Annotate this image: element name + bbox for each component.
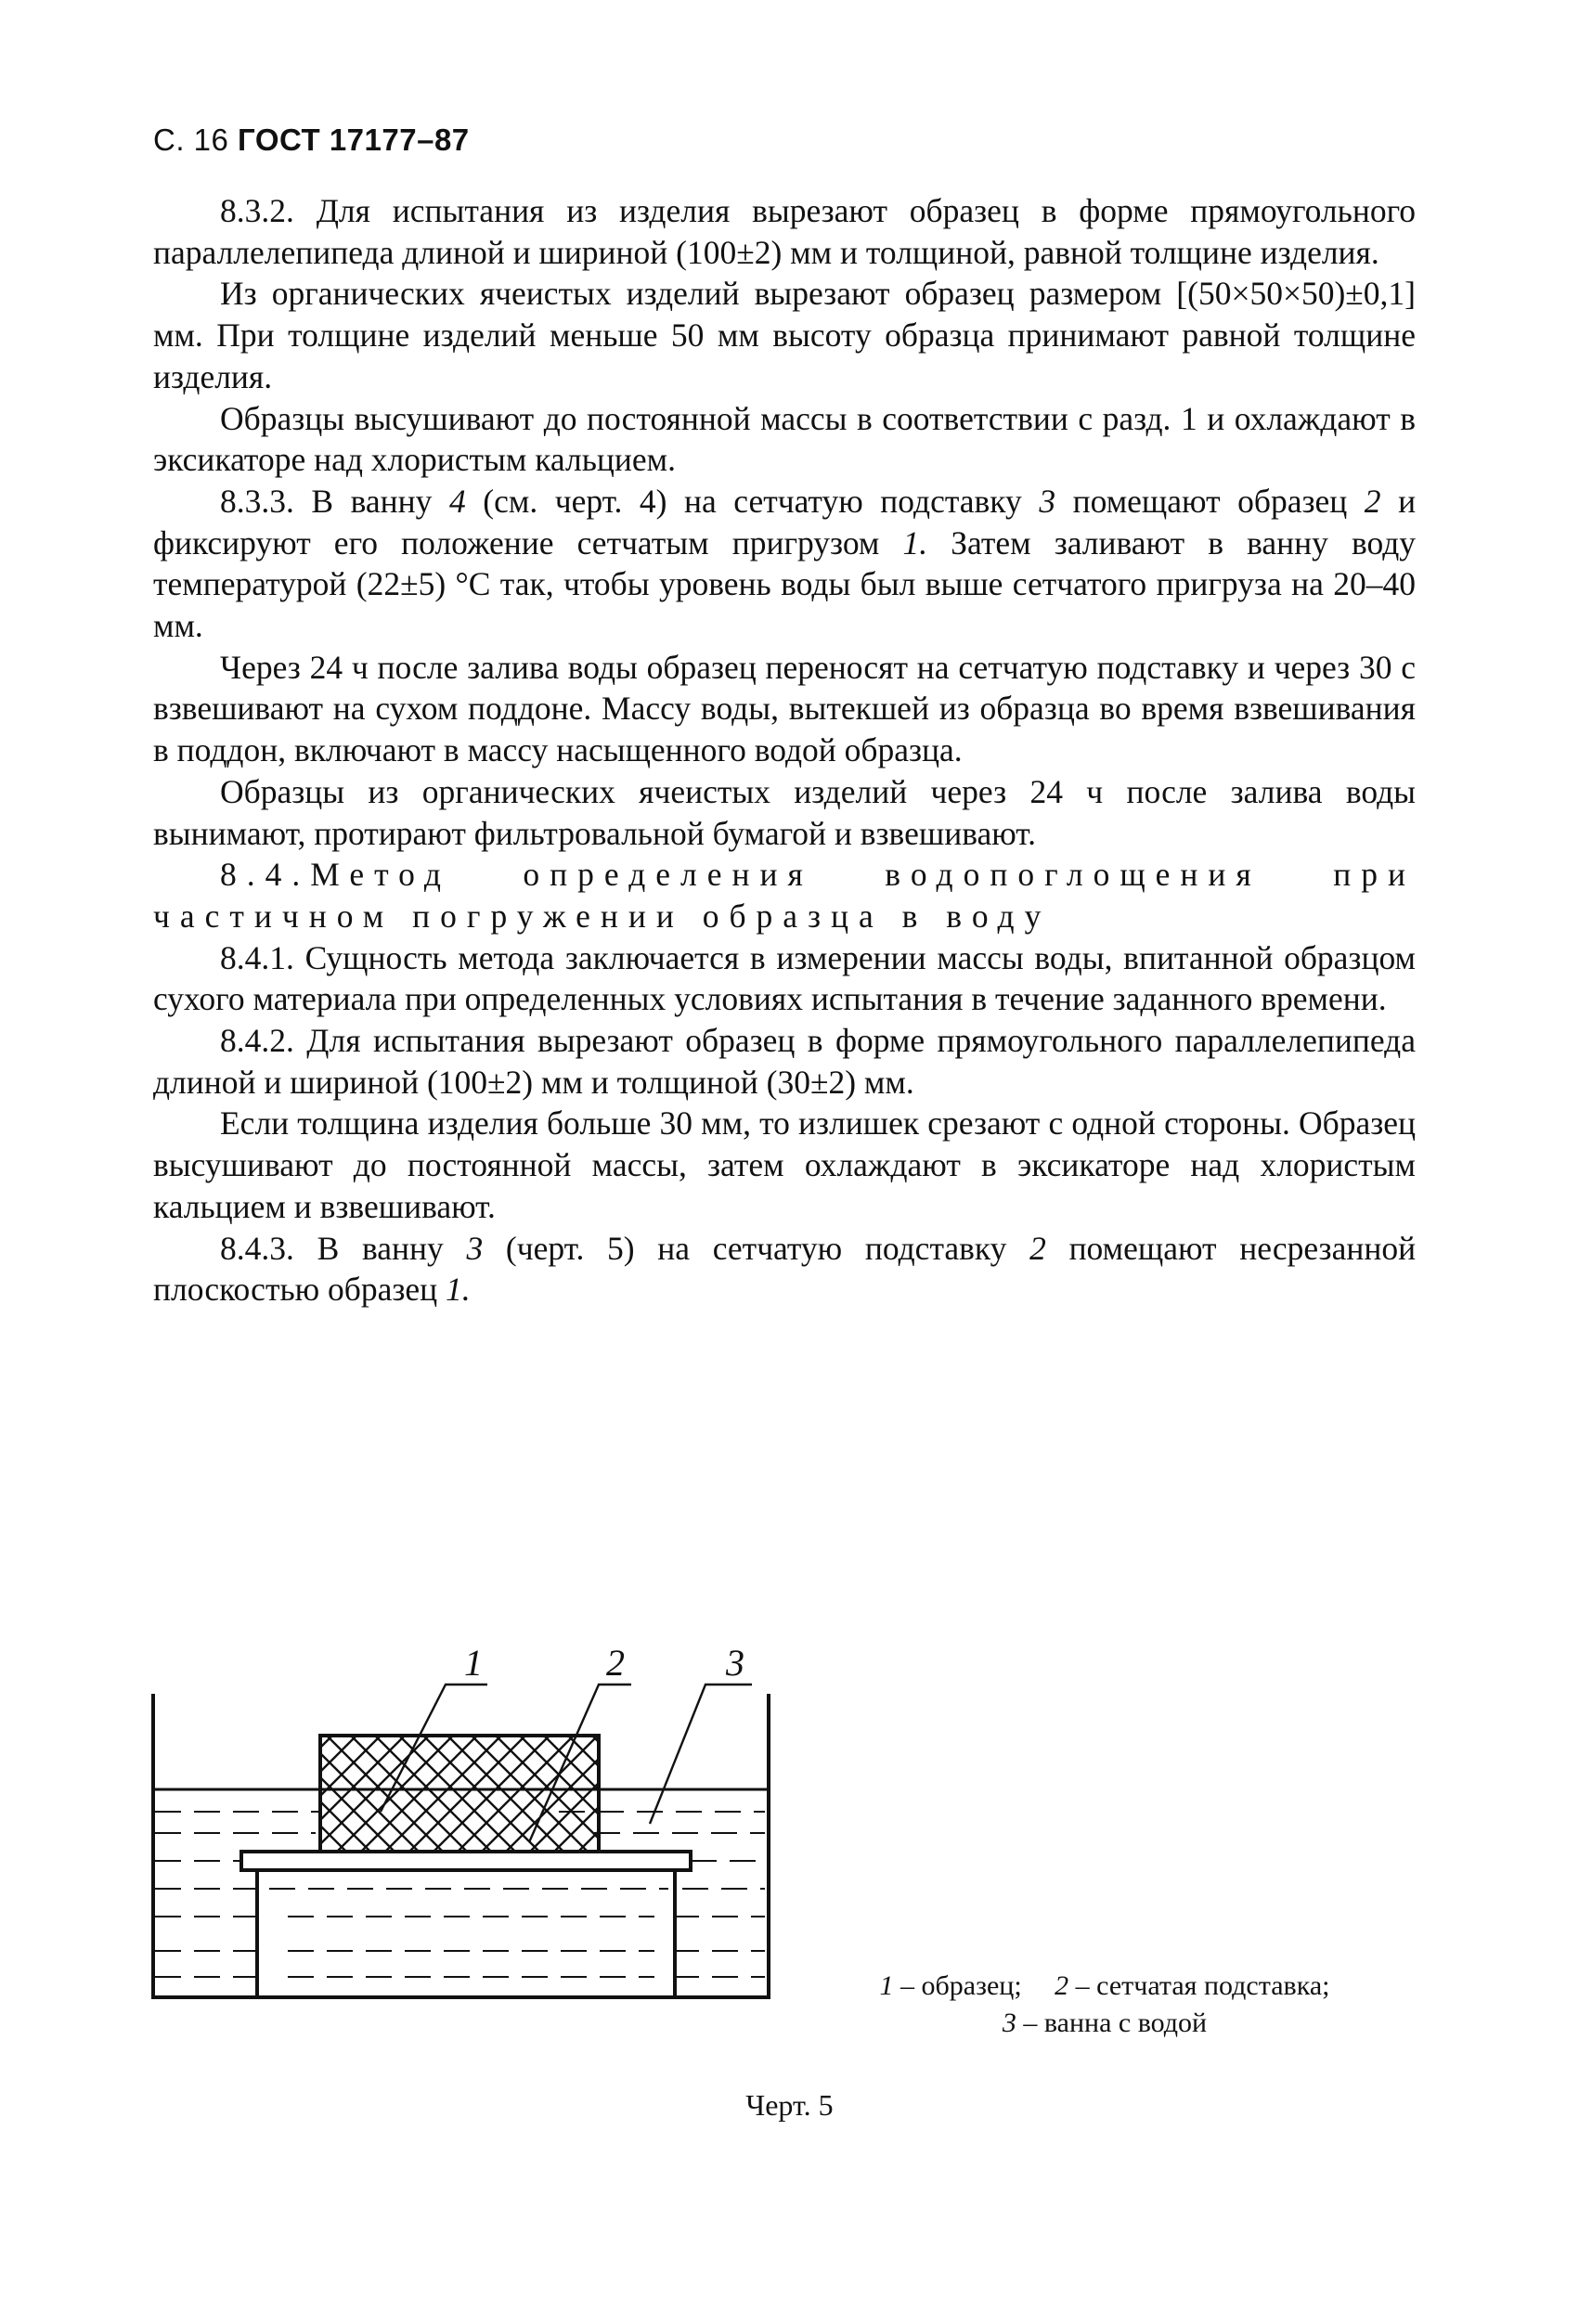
paragraph-text: помещают образец — [1072, 482, 1348, 520]
paragraph-text: (см. черт. 4) на сетчатую подставку — [483, 482, 1022, 520]
paragraph-text: Для испытания из изделия вырезают образец в форме прямоугольного параллелепипеда длиной и шириной (100±2) мм и толщиной, равной толщине изделия. — [153, 192, 1417, 271]
paragraph-8-4-2 — [153, 1020, 1416, 1103]
paragraph-text: Для испытания вырезают образец в форме прямоугольного параллелепипеда длиной и шириной (100±2) мм и толщиной (30±2) мм. — [153, 1022, 1416, 1101]
paragraph-8-3-3 — [153, 481, 1416, 647]
specimen — [320, 1736, 599, 1852]
figure-reference: 1. — [902, 523, 928, 562]
paragraph-8-4-3 — [153, 1228, 1416, 1310]
legend-num: 1 — [879, 1970, 894, 2001]
paragraph-text: В ванну — [311, 482, 433, 520]
page-number: С. 16 — [153, 123, 229, 157]
label-2: 2 — [606, 1642, 625, 1684]
clause-number: 8.4.3. — [220, 1229, 294, 1267]
legend-line-1 — [798, 1968, 1411, 2005]
paragraph-text: Образцы из органических ячеистых изделий через 24 ч после залива воды вынимают, протирают фильтровальной бумагой и взвешивают. — [153, 772, 1416, 852]
clause-number: 8.3.2. — [220, 192, 294, 229]
figure-reference: 2 — [1364, 482, 1381, 520]
paragraph-text: (черт. 5) на сетчатую подставку — [505, 1229, 1007, 1267]
figure-reference: 3 — [1039, 482, 1056, 520]
paragraph-text: Если толщина изделия больше 30 мм, то излишек срезают с одной стороны. Образец высушивают до постоянной массы, затем охлаждают в эксикаторе над хлористым кальцием и взвешивают. — [153, 1104, 1416, 1225]
legend-num: 2 — [1055, 1970, 1069, 2001]
paragraph-text: Через 24 ч после залива воды образец переносят на сетчатую подставку и через 30 с взвешивают на сухом поддоне. Массу воды, вытекшей из образца во время взвешивания в поддон, включают в массу насыщенного водой образца. — [153, 648, 1416, 769]
page-header — [153, 123, 470, 158]
clause-number: 8.4. — [220, 856, 311, 894]
legend-text: – образец; — [900, 1970, 1022, 2001]
legend-text: – сетчатая подставка; — [1075, 1970, 1330, 2001]
paragraph-text: Затем заливают в ванну воду температурой (22±5) °С так, чтобы уровень воды был выше сетчатого пригруза на 20–40 мм. — [153, 523, 1417, 645]
clause-number: 8.4.1. — [220, 938, 294, 976]
paragraph-text: Образцы высушивают до постоянной массы в соответствии с разд. 1 и охлаждают в эксикаторе над хлористым кальцием. — [153, 399, 1416, 479]
paragraph-text: помещают несрезанной плоскостью образец — [153, 1229, 1417, 1309]
document-body — [153, 190, 1416, 1310]
label-3: 3 — [726, 1642, 744, 1684]
label-1: 1 — [464, 1642, 483, 1684]
clause-number: 8.3.3. — [220, 482, 294, 520]
legend-line-2 — [798, 2005, 1411, 2042]
legend-text: – ванна с водой — [1023, 2008, 1208, 2038]
paragraph-text: и фиксируют его положение сетчатым пригрузом — [153, 482, 1417, 562]
paragraph-text: Из органических ячеистых изделий вырезают образец размером [(50×50×50)±0,1] мм. При толщине изделий меньше 50 мм высоту образца принимают равной толщине изделия. — [153, 275, 1416, 395]
method-heading-8-4 — [153, 854, 1416, 936]
paragraph-organic-sample-size — [153, 273, 1416, 397]
paragraph-text: В ванну — [317, 1229, 444, 1267]
figure-reference: 2 — [1029, 1229, 1046, 1267]
paragraph-weighing — [153, 647, 1416, 771]
clause-number: 8.4.2. — [220, 1022, 294, 1060]
figure-5-diagram — [149, 1606, 798, 2023]
figure-caption: Черт. 5 — [745, 2088, 834, 2122]
figure-legend — [798, 1968, 1411, 2042]
paragraph-text: Сущность метода заключается в измерении массы воды, впитанной образцом сухого материала при определенных условиях испытания в течение заданного времени. — [153, 938, 1416, 1018]
method-title: Метод определения водопоглощения при частичном погружении образца в воду — [153, 856, 1416, 935]
paragraph-thickness-cut — [153, 1103, 1416, 1227]
figure-reference: 1. — [446, 1271, 471, 1309]
mesh-stand-plate — [241, 1852, 691, 1870]
figure-labels — [464, 1642, 744, 1684]
paragraph-drying — [153, 398, 1416, 481]
legend-num: 3 — [1002, 2008, 1016, 2038]
paragraph-8-4-1 — [153, 937, 1416, 1020]
figure-reference: 4 — [448, 482, 466, 520]
paragraph-organic-removal — [153, 771, 1416, 854]
paragraph-8-3-2 — [153, 190, 1416, 273]
figure-reference: 3 — [466, 1229, 484, 1267]
standard-code: ГОСТ 17177–87 — [238, 123, 470, 157]
